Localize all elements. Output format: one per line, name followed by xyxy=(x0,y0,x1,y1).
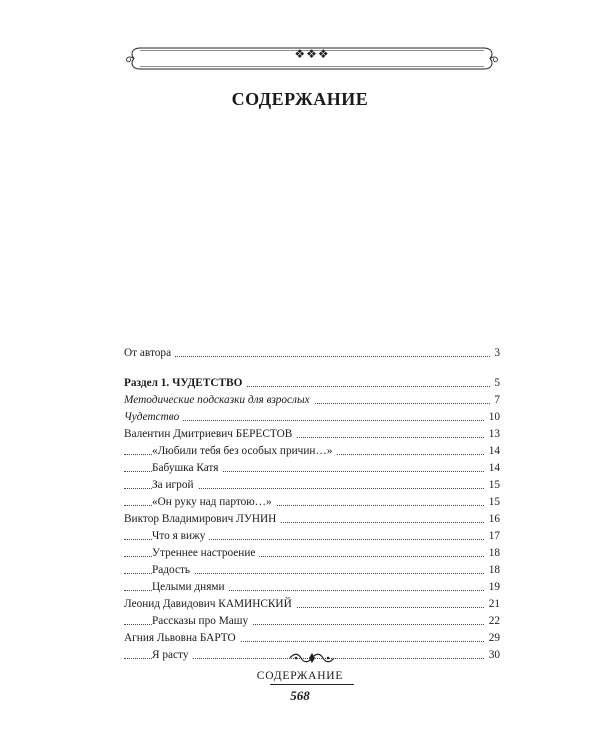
toc-entry-page: 29 xyxy=(485,630,500,646)
toc-entry-label: Виктор Владимирович ЛУНИН xyxy=(124,513,280,525)
toc-entry-page: 15 xyxy=(485,477,500,493)
toc-entry-label: За игрой xyxy=(152,479,198,491)
toc-entry-label: Что я вижу xyxy=(152,530,209,542)
toc-entry-label: «Любили тебя без особых причин…» xyxy=(152,445,336,457)
running-head-rule xyxy=(270,684,354,685)
toc-entry xyxy=(124,494,500,510)
toc-entry-page: 18 xyxy=(485,562,500,578)
toc-entry-label: От автора xyxy=(124,347,175,359)
toc-entry xyxy=(124,545,500,561)
toc-entry-label: Утреннее настроение xyxy=(152,547,259,559)
toc-entry-page: 7 xyxy=(490,392,500,408)
page-title: СОДЕРЖАНИЕ xyxy=(231,89,369,109)
toc-entry xyxy=(124,562,500,578)
toc-entry-page: 14 xyxy=(485,443,500,459)
toc-entry xyxy=(124,596,500,612)
toc-entry-page: 15 xyxy=(485,494,500,510)
toc-entry-page: 22 xyxy=(485,613,500,629)
toc-entry-label: Бабушка Катя xyxy=(152,462,222,474)
toc-entry-label: Я расту xyxy=(152,649,192,661)
toc-entry-page: 21 xyxy=(485,596,500,612)
toc-entry-label: «Он руку над партою…» xyxy=(152,496,276,508)
toc-entry-page: 5 xyxy=(490,375,500,391)
toc-entry xyxy=(124,409,500,425)
toc-entry-label: Рассказы про Машу xyxy=(152,615,252,627)
decorative-stars-icon: ❖❖❖ xyxy=(294,47,330,61)
toc-entry-page: 30 xyxy=(485,647,500,663)
toc-entry-label: Целыми днями xyxy=(152,581,229,593)
toc-entry-page: 3 xyxy=(490,345,500,361)
toc-entry-page: 13 xyxy=(485,426,500,442)
toc-entry-label: Раздел 1. ЧУДЕТСТВО xyxy=(124,377,246,389)
header-ornament-frame xyxy=(124,42,500,75)
footer-ornament-icon xyxy=(289,652,335,664)
toc-entry-page: 10 xyxy=(485,409,500,425)
section-gap xyxy=(124,362,500,375)
toc-entry xyxy=(124,528,500,544)
toc-entry-page: 19 xyxy=(485,579,500,595)
toc-entry-page: 16 xyxy=(485,511,500,527)
page-number: 568 xyxy=(290,688,310,703)
toc-entry xyxy=(124,630,500,646)
toc-entry-label: Леонид Давидович КАМИНСКИЙ xyxy=(124,598,296,610)
toc-entry-label: Валентин Дмитриевич БЕРЕСТОВ xyxy=(124,428,296,440)
toc-entry xyxy=(124,511,500,527)
toc-entry xyxy=(124,477,500,493)
toc-entry-page: 18 xyxy=(485,545,500,561)
toc-entry-page: 14 xyxy=(485,460,500,476)
toc-entry-page: 17 xyxy=(485,528,500,544)
toc-entry xyxy=(124,345,500,361)
running-head: СОДЕРЖАНИЕ xyxy=(256,670,344,682)
toc-entry xyxy=(124,613,500,629)
toc-entry xyxy=(124,375,500,391)
toc-entry xyxy=(124,392,500,408)
dot-leader xyxy=(124,356,500,357)
toc-entry-label: Методические подсказки для взрослых xyxy=(124,394,314,406)
toc-entry-label: Радость xyxy=(152,564,194,576)
table-of-contents xyxy=(124,345,500,664)
toc-entry xyxy=(124,579,500,595)
toc-entry xyxy=(124,443,500,459)
toc-entry xyxy=(124,460,500,476)
toc-entry-label: Агния Львовна БАРТО xyxy=(124,632,240,644)
toc-entry xyxy=(124,426,500,442)
toc-entry-label: Чудетство xyxy=(124,411,183,423)
